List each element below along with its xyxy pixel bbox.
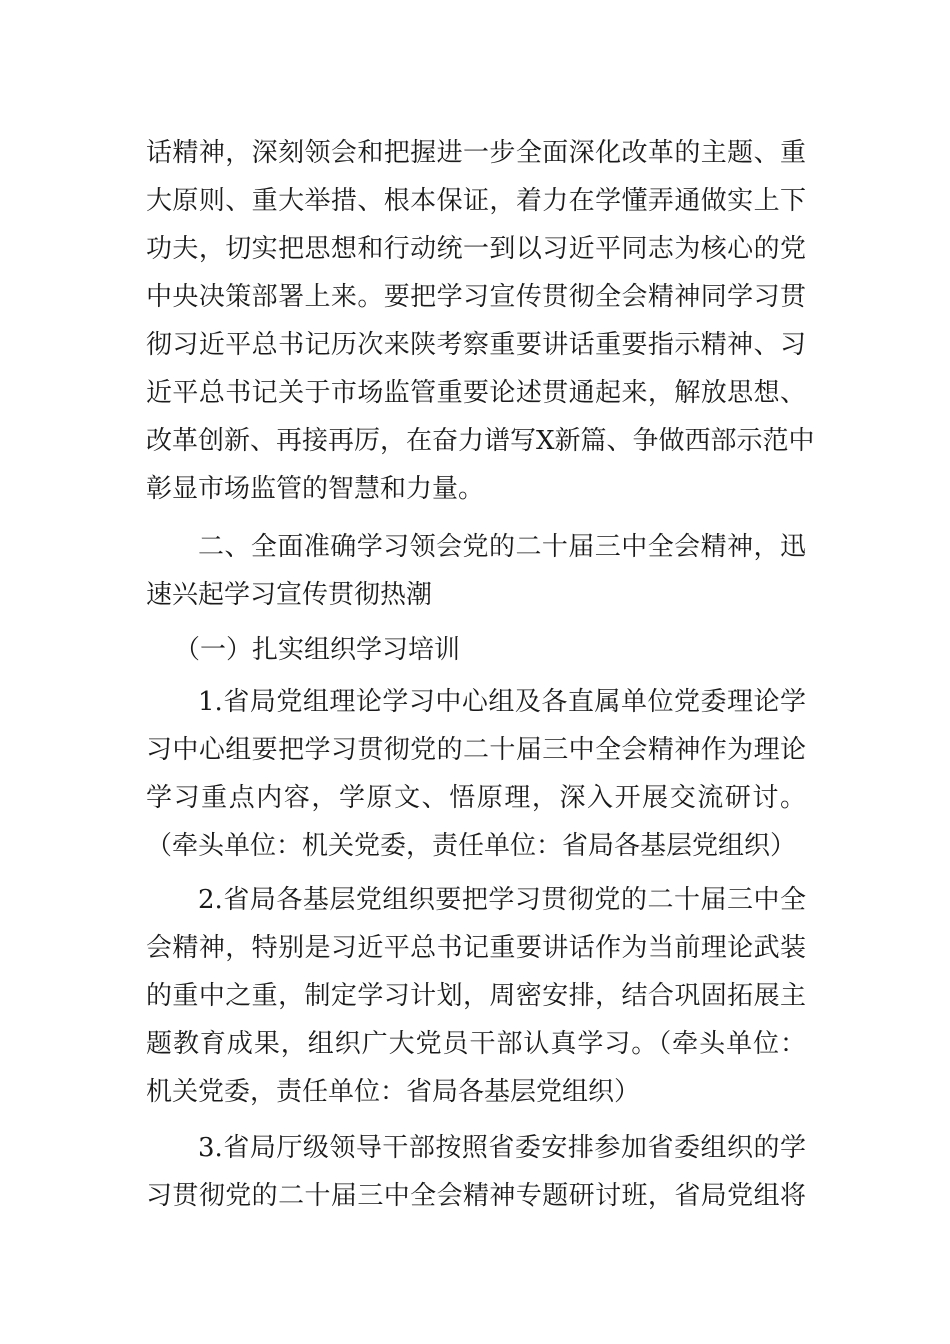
- subsection-heading: （一）扎实组织学习培训: [174, 635, 461, 665]
- paragraph-line: 习贯彻党的二十届三中全会精神专题研讨班，省局党组将: [146, 1181, 806, 1211]
- paragraph-line: 功夫，切实把思想和行动统一到以习近平同志为核心的党: [146, 234, 806, 264]
- paragraph-line: 2.省局各基层党组织要把学习贯彻党的二十届三中全: [198, 885, 806, 915]
- paragraph-line: （牵头单位：机关党委，责任单位：省局各基层党组织）: [146, 831, 797, 861]
- section-heading-line: 速兴起学习宣传贯彻热潮: [146, 580, 433, 610]
- paragraph-line: 大原则、重大举措、根本保证，着力在学懂弄通做实上下: [146, 186, 806, 216]
- paragraph-line: 彰显市场监管的智慧和力量。: [146, 474, 485, 504]
- paragraph-line: 3.省局厅级领导干部按照省委安排参加省委组织的学: [198, 1133, 806, 1163]
- paragraph-line: 学习重点内容，学原文、悟原理，深入开展交流研讨。: [146, 783, 806, 813]
- paragraph-line: 机关党委，责任单位：省局各基层党组织）: [146, 1077, 641, 1107]
- paragraph-line: 彻习近平总书记历次来陕考察重要讲话重要指示精神、习: [146, 330, 806, 360]
- paragraph-line: 中央决策部署上来。要把学习宣传贯彻全会精神同学习贯: [146, 282, 806, 312]
- paragraph-line: 近平总书记关于市场监管重要论述贯通起来，解放思想、: [146, 378, 806, 408]
- paragraph-line: 1.省局党组理论学习中心组及各直属单位党委理论学: [198, 687, 806, 717]
- paragraph-line: 习中心组要把学习贯彻党的二十届三中全会精神作为理论: [146, 735, 806, 765]
- paragraph-line: 改革创新、再接再厉，在奋力谱写X新篇、争做西部示范中: [146, 426, 815, 456]
- paragraph-line: 的重中之重，制定学习计划，周密安排，结合巩固拓展主: [146, 981, 806, 1011]
- section-heading-line: 二、全面准确学习领会党的二十届三中全会精神，迅: [198, 532, 806, 562]
- paragraph-line: 话精神，深刻领会和把握进一步全面深化改革的主题、重: [146, 138, 806, 168]
- paragraph-line: 会精神，特别是习近平总书记重要讲话作为当前理论武装: [146, 933, 806, 963]
- paragraph-line: 题教育成果，组织广大党员干部认真学习。（牵头单位：: [146, 1029, 806, 1059]
